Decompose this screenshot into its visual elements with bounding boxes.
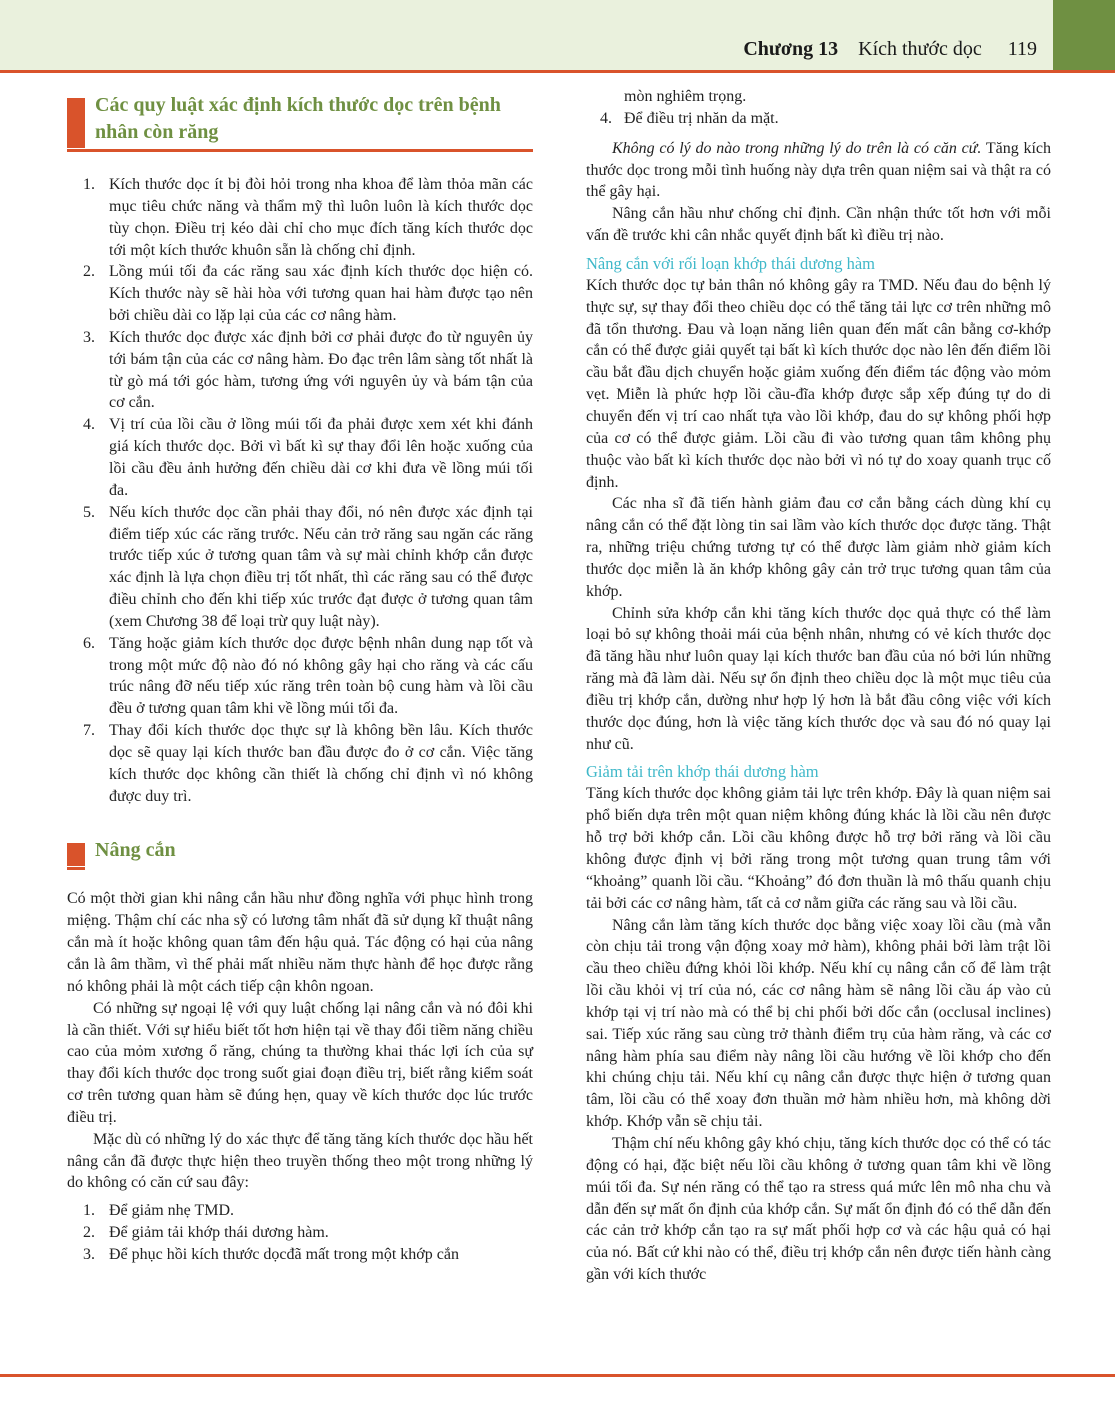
page-number: 119 [1007,38,1037,60]
reasons-list [67,1200,533,1266]
subheading-tmd: Nâng cắn với rối loạn khớp thái dương hàm [586,253,875,273]
running-head [743,38,1037,61]
chapter-label: Chương 13 [743,38,839,60]
heading-bar [67,98,85,148]
footer-rule [0,1374,1115,1377]
list-item: 2. Lồng múi tối đa các răng sau xác định kích thước dọc hiện có. Kích thước này sẽ hài hòa với tương quan hai hàm được tạo nên bởi chiều dài co lặp lại của các cơ nâng hàm. [83,263,533,325]
list-item: 7. Thay đổi kích thước dọc thực sự là không bền lâu. Kích thước dọc sẽ quay lại kích thước ban đầu được đo ở cơ cắn. Việc tăng kích thước dọc không cần thiết là chống chỉ định vì nó không được duy trì. [83,722,533,805]
paragraph: Không có lý do nào trong những lý do trên là có căn cứ. Tăng kích thước dọc trong mỗi tình huống này dựa trên quan niệm sai và thật ra có thể gây hại. [586,139,1051,201]
list-item: 3. Kích thước dọc được xác định bởi cơ phải được đo từ nguyên ủy tới bám tận của các cơ nâng hàm. Đo đạc trên lâm sàng tốt nhất là từ gò má tới góc hàm, tương ứng với nguyên ủy và bám tận của cơ cắn. [83,328,533,412]
header-tab [1053,0,1115,70]
paragraph: Nâng cắn làm tăng kích thước dọc bằng việc xoay lồi cầu (mà vẫn còn chịu tải trong vận động xoay mở hàm), không phải bởi làm trật lồi cầu theo chiều đứng khỏi lồi khớp. Nếu khí cụ nâng cắn cố để làm trật lồi cầu khỏi vị trí của nó, các cơ nâng hàm sẽ nâng lồi cầu áp vào củ khớp tại vị trí nào mà có thể bị chi phối bởi dốc cắn (occlusal inclines) sai. Tiếp xúc răng sau cùng trở thành điểm trụ của hàm răng, và các cơ nâng hàm phía sau điểm này nâng lồi cầu hướng về lồi khớp cho đến khi chúng chịu tải. Nếu khí cụ nâng cắn được thực hiện ở tương quan tâm, lồi cầu có thể xoay đơn thuần mở hàm nhiều hơn, mà không dời khớp. Khớp vẫn sẽ chịu tải. [586,916,1051,1131]
heading-bar [67,843,85,866]
list-item: 5. Nếu kích thước dọc cần phải thay đổi, nó nên được xác định tại điểm tiếp xúc các răng trước. Nếu cản trở răng sau ngăn các răng trước tiếp xúc ở tương quan tâm và sự mài chỉnh khớp cắn được xác định là lựa chọn điều trị tốt nhất, thì các răng sau có thể được điều chỉnh cho đến khi tiếp xúc trước đạt được ở tương quan tâm (xem Chương 38 để loại trừ quy luật này). [83,503,533,630]
list-item: 3. Để phục hồi kích thước dọcđã mất trong một khớp cắn [83,1245,459,1263]
paragraph: Các nha sĩ đã tiến hành giảm đau cơ cắn bằng cách dùng khí cụ nâng cắn có thể đặt lòng tin sai lầm vào kích thước dọc được tăng. Thật ra, những triệu chứng tương tự có thể được làm giảm nhờ giảm kích thước dọc miễn là ăn khớp không gây cản trở trục tương quan tâm của khớp. [586,495,1051,600]
list-continuation: mòn nghiêm trọng. [624,88,747,105]
rules-list [67,174,533,807]
heading-underline [67,149,533,152]
paragraph: Tăng kích thước dọc không giảm tải lực trên khớp. Đây là quan niệm sai phổ biến dựa trên một quan niệm không đúng khác là lồi cầu nên được hỗ trợ bởi khớp cắn. Lồi cầu không được hỗ trợ bởi răng và lồi cầu không được định vị bởi răng trong một tương quan trung tâm với “khoảng” quanh lồi cầu. “Khoảng” đó đơn thuần là mô thấu quanh chịu tải bởi các cơ nâng hàm, tất cả cơ nằm giữa các răng sau và lồi cầu. [586,785,1051,912]
right-column [586,86,1051,1286]
section-heading-bite-raise [67,837,533,866]
paragraph: Kích thước dọc tự bản thân nó không gây ra TMD. Nếu đau do bệnh lý thực sự, sự thay đổi theo chiều dọc có thể tăng tải lực cơ trên những mô đã tổn thương. Đau và loạn năng liên quan đến mất cân bằng cơ-khớp cắn có thể được giải quyết tại bất kì kích thước dọc nào lên đến điểm lồi cầu bắt đầu dịch chuyển hoặc giảm xuống đến điểm tác động vào mỏm vẹt. Miễn là phức hợp lồi cầu-đĩa khớp được sắp xếp đúng tự do di chuyển đến vị trí cao nhất tựa vào lồi khớp, đau do sự không phối hợp của cơ có thể được giảm. Lồi cầu đi vào tương quan tâm không phụ thuộc vào bất kì kích thước dọc nào bởi vì nó tự do xoay quanh trục cố định. [586,276,1051,491]
paragraph: Có một thời gian khi nâng cắn hầu như đồng nghĩa với phục hình trong miệng. Thậm chí các nha sỹ có lương tâm nhất đã sử dụng kĩ thuật nâng cắn mà ít hoặc không quan tâm đến hậu quả. Tác động có hại của nâng cắn là âm thầm, vì thế phải mất nhiều năm thực hành để học được rằng nó không phải là một cách tiếp cận khôn ngoan. [67,890,533,995]
paragraph: Chỉnh sửa khớp cắn khi tăng kích thước dọc quả thực có thể làm loại bỏ sự không thoải mái của bệnh nhân, nhưng có vẻ kích thước dọc đã tăng hầu như luôn quay lại kích thước ban đầu của nó bởi lún những răng mà đã làm dài. Nếu sự ổn định theo chiều dọc là một mục tiêu của điều trị khớp cắn, dường như hợp lý hơn là bắt đầu công việc với kích thước dọc đúng, hơn là việc tăng kích thước dọc và sau đó nó quay lại như cũ. [586,604,1051,753]
list-item: 6. Tăng hoặc giảm kích thước dọc được bệnh nhân dung nạp tốt và trong một mức độ nào đó nó không gây hại cho răng và các cấu trúc nâng đỡ nếu tiếp xúc răng trên toàn bộ cung hàm và lồi cầu đều ở tương quan tâm khi về lồng múi tối đa. [83,634,533,718]
section-title: Các quy luật xác định kích thước dọc trên bệnh nhân còn răng [95,94,501,143]
list-item: 4. Để điều trị nhăn da mặt. [600,109,779,127]
list-item: 4. Vị trí của lồi cầu ở lồng múi tối đa phải được xem xét khi đánh giá kích thước dọc. Bởi vì bất kì sự thay đổi lên hoặc xuống của lồi cầu đều ảnh hưởng đến chiều dài cơ khi đưa về lồng múi tối đa. [83,416,533,499]
section-heading-rules [67,92,533,148]
paragraph: Nâng cắn hầu như chống chỉ định. Cần nhận thức tốt hơn với mỗi vấn đề trước khi cân nhắc quyết định bất kì điều trị nào. [586,205,1051,245]
list-item: 1. Kích thước dọc ít bị đòi hỏi trong nha khoa để làm thỏa mãn các mục tiêu chức năng và thẩm mỹ thì luôn luôn là kích thước dọc tùy chọn. Điều trị kéo dài chỉ cho mục đích tăng kích thước dọc tới một kích thước khuôn sẵn là chống chỉ định. [83,176,533,259]
section-title: Nâng cắn [95,839,176,862]
subheading-tmj-load: Giảm tải trên khớp thái dương hàm [586,762,819,782]
paragraph: Có những sự ngoại lệ với quy luật chống lại nâng cắn và nó đôi khi là cần thiết. Với sự hiểu biết tốt hơn hiện tại về thay đổi tiềm năng chiều cao của mỏm xương ổ răng, chúng ta thường khai thác lợi ích của sự thay đổi kích thước dọc trong suốt giai đoạn điều trị, biết rằng kiểm soát cơ trên tương quan hàm sẽ đúng hẹn, quay về kích thước dọc lúc trước điều trị. [67,999,533,1126]
header-rule [0,70,1115,73]
list-item: 2. Để giảm tải khớp thái dương hàm. [83,1224,329,1242]
chapter-title: Kích thước dọc [858,38,982,60]
paragraph: Thậm chí nếu không gây khó chịu, tăng kích thước dọc có thể có tác động có hại, đặc biệt nếu lồi cầu không ở tương quan tâm khi về lồng múi tối đa. Sự nén răng có thể tạo ra stress quá mức lên mô nha chu và dẫn đến sự mất ổn định của khớp cắn. Sự mất ổn định đó có thể dẫn đến các cản trở khớp cắn tạo ra sự mất phối hợp cơ và các hậu quả có hại của nó. Bất cứ khi nào có thể, điều trị khớp cắn nên được tiến hành càng gần với kích thước [586,1134,1051,1284]
reasons-list-continued [586,108,1051,130]
list-item: 1. Để giảm nhẹ TMD. [83,1202,235,1220]
left-column [67,86,533,1266]
heading-underline [67,867,85,870]
paragraph: Mặc dù có những lý do xác thực để tăng tăng kích thước dọc hầu hết nâng cắn đã được thực hiện theo truyền thống theo một trong những lý do không có căn cứ sau đây: [67,1130,533,1192]
